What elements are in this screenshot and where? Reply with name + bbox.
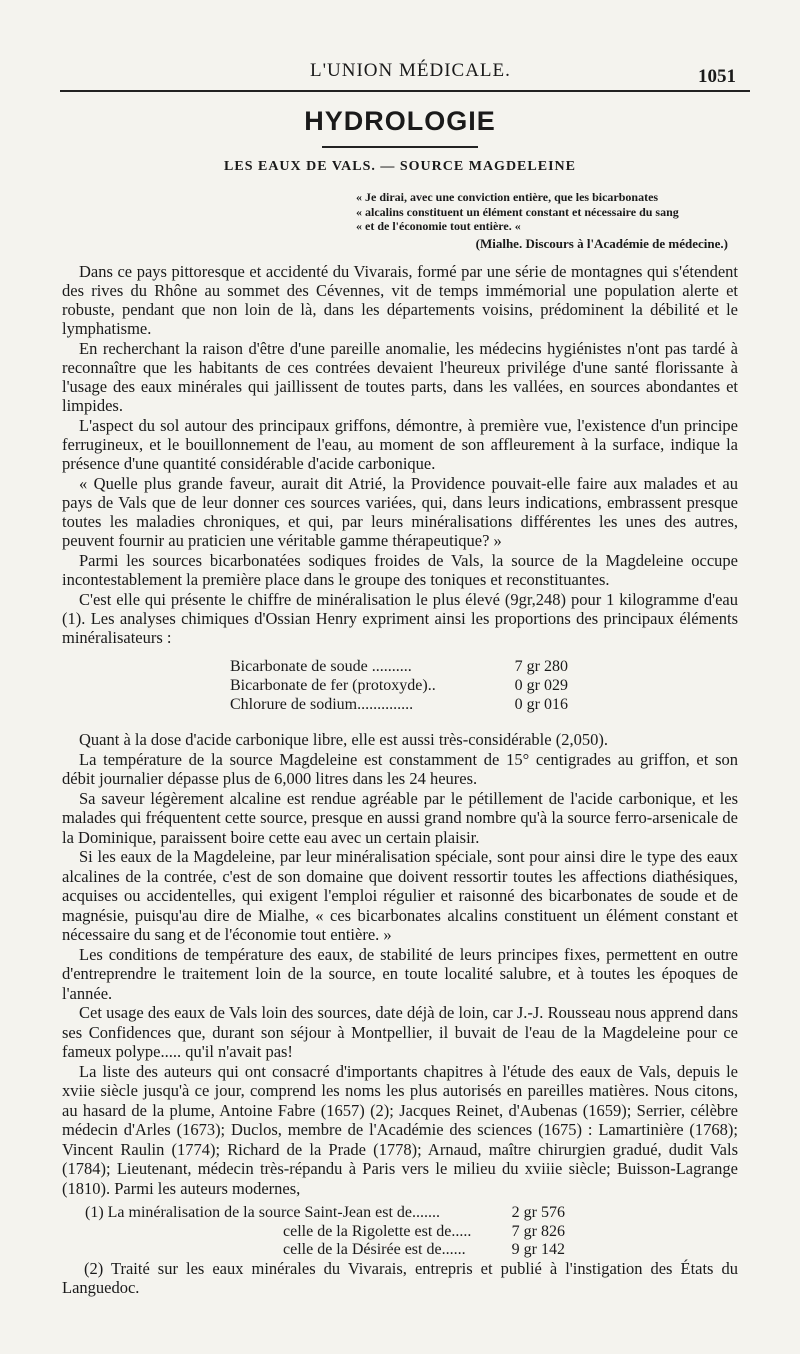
footnote-1 — [85, 1204, 735, 1260]
footnote-line — [85, 1204, 735, 1223]
paragraph: Les conditions de température des eaux, de stabilité de leurs principes fixes, permettent en outre d'entreprendre le traitement loin de la source, en toute localité salubre, et à toutes les époques de l'année. — [62, 944, 738, 1003]
journal-title: L'UNION MÉDICALE. — [310, 60, 511, 81]
epigraph-quote — [356, 190, 728, 234]
paragraph: C'est elle qui présente le chiffre de minéralisation le plus élevé (9gr,248) pour 1 kilogramme d'eau (1). Les analyses chimiques d'Ossian Henry expriment ainsi les proportions des principaux éléments minéralisateurs : — [62, 590, 738, 647]
table-row — [230, 657, 568, 676]
footnote-2: (2) Traité sur les eaux minérales du Vivarais, entrepris et publié à l'instigation des États du Languedoc. — [62, 1259, 738, 1297]
compound-name: Chlorure de sodium.............. — [230, 696, 414, 713]
paragraph: Quant à la dose d'acide carbonique libre, elle est aussi très-considérable (2,050). — [79, 730, 608, 749]
footnote-text: celle de la Rigolette est de..... — [283, 1222, 472, 1240]
compound-name: Bicarbonate de soude .......... — [230, 658, 412, 675]
paragraph: Parmi les sources bicarbonatées sodiques froides de Vals, la source de la Magdeleine occupe incontestablement la première place dans le groupe des toniques et reconstituantes. — [62, 551, 738, 589]
section-title: HYDROLOGIE — [304, 106, 496, 136]
footnote-value: 2 gr 576 — [511, 1204, 565, 1221]
table-row — [230, 695, 568, 714]
footnote-text: (1) La minéralisation de la source Saint-Jean est de....... — [85, 1204, 440, 1221]
compound-name: Bicarbonate de fer (protoxyde).. — [230, 677, 436, 694]
epigraph-attribution: (Mialhe. Discours à l'Académie de médecine.) — [475, 236, 728, 251]
compound-amount: 0 gr 029 — [514, 677, 568, 694]
table-row — [230, 676, 568, 695]
paragraph: Dans ce pays pittoresque et accidenté du Vivarais, formé par une série de montagnes qui s'étendent des rives du Rhône au sommet des Cévennes, vit de temps immémorial une population alerte et robuste, pendant que non loin de là, dans les départements voisins, prédominent la débilité et le lymphatisme. — [62, 262, 738, 338]
footnote-line — [85, 1223, 735, 1242]
article-subheading: LES EAUX DE VALS. — SOURCE MAGDELEINE — [224, 159, 576, 174]
footnote-line — [85, 1241, 735, 1260]
composition-table — [230, 657, 568, 714]
epigraph-line: « Je dirai, avec une conviction entière, que les bicarbonates — [356, 190, 659, 204]
paragraph: L'aspect du sol autour des principaux griffons, démontre, à première vue, l'existence d'un principe ferrugineux, et le bouillonnement de l'eau, au moment de son affleurement à la surface, indique la présence d'une quantité considérable d'acide carbonique. — [62, 416, 738, 473]
paragraph: Sa saveur légèrement alcaline est rendue agréable par le pétillement de l'acide carbonique, et les malades qui fréquentent cette source, presque en aussi grand nombre qu'à la source ferro-arsenicale de la Dominique, paraissent boire cette eau avec un certain plaisir. — [62, 788, 738, 847]
article-body-part2 — [62, 730, 738, 1198]
footnote-value: 9 gr 142 — [511, 1241, 565, 1258]
compound-amount: 0 gr 016 — [514, 696, 568, 713]
article-body-part1 — [62, 262, 738, 648]
paragraph: Si les eaux de la Magdeleine, par leur minéralisation spéciale, sont pour ainsi dire le type des eaux alcalines de la contrée, c'est de son domaine que doivent ressortir toutes les affections diathésiques, acquises ou accidentelles, qui exigent l'emploi régulier et raisonné des bicarbonates de soude et de magnésie, puisqu'au dire de Mialhe, « ces bicarbonates alcalins constituent un élément constant et nécessaire du sang et de l'économie tout entière. » — [62, 847, 738, 944]
title-underline — [322, 146, 478, 148]
footnote-value: 7 gr 826 — [511, 1222, 565, 1240]
compound-amount: 7 gr 280 — [514, 658, 568, 675]
paragraph: La température de la source Magdeleine est constamment de 15° centigrades au griffon, et son débit journalier dépasse plus de 6,000 litres dans les 24 heures. — [62, 749, 738, 788]
paragraph: Cet usage des eaux de Vals loin des sources, date déjà de loin, car J.-J. Rousseau nous apprend dans ses Confidences que, durant son séjour à Montpellier, il buvait de l'eau de la Magdeleine pour ce fameux polype..... qu'il n'avait pas! — [62, 1003, 738, 1061]
paragraph: La liste des auteurs qui ont consacré d'importants chapitres à l'étude des eaux de Vals, depuis le xviie siècle jusqu'à ce jour, comprend les noms les plus autorisés en pareilles matières. Nous citons, au hasard de la plume, Antoine Fabre (1657) (2); Jacques Reinet, d'Aubenas (1659); Serrier, célèbre médecin d'Arles (1673); Duclos, membre de l'Académie des sciences (1675) : Lamartinière (1768); Vincent Raulin (1774); Richard de la Prade (1778); Arnaud, maître chirurgien gradué, dudit Vals (1784); Lieutenant, médecin très-répandu à Paris vers le milieu du xviiie siècle; Buisson-Lagrange (1810). Parmi les auteurs modernes, — [62, 1061, 738, 1198]
paragraph: « Quelle plus grande faveur, aurait dit Atrié, la Providence pouvait-elle faire aux malades et au pays de Vals que de leur donner ces sources variées, qui, dans leurs indications, embrassent presque toutes les maladies chroniques, et qui, par leurs minéralisations différentes les unes des autres, peuvent fournir au praticien une véritable gamme thérapeutique? » — [62, 474, 738, 550]
epigraph-line: « et de l'économie tout entière. « — [356, 219, 521, 233]
page-number: 1051 — [698, 66, 736, 87]
paragraph: En recherchant la raison d'être d'une pareille anomalie, les médecins hygiénistes n'ont pas tardé à reconnaître que les habitants de ces contrées devaient l'heureux privilége d'une santé florissante à l'usage des eaux minérales qui jaillissent de toutes parts, dans les vallées, en sources abondantes et limpides. — [62, 339, 738, 415]
running-header — [60, 56, 750, 92]
epigraph-line: « alcalins constituent un élément constant et nécessaire du sang — [356, 204, 679, 219]
footnote-text: celle de la Désirée est de...... — [283, 1241, 466, 1258]
